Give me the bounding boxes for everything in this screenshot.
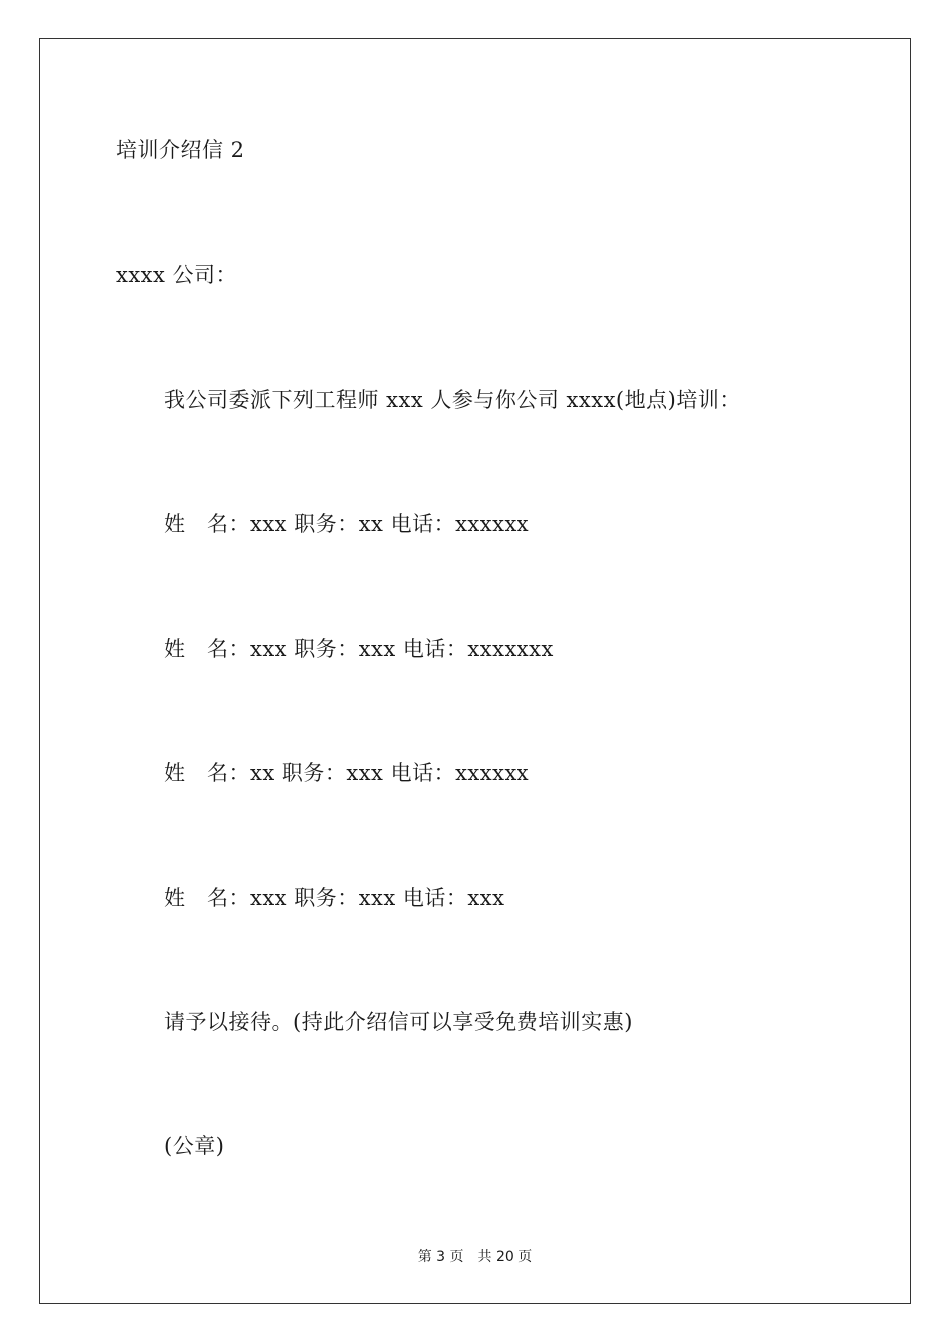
participant-line: 姓 名：xxx 职务：xx 电话：xxxxxx (164, 512, 530, 536)
page-frame (39, 38, 911, 1304)
participant-line: 姓 名：xxx 职务：xxx 电话：xxxxxxx (164, 637, 554, 661)
request-paragraph: 请予以接待。(持此介绍信可以享受免费培训实惠) (164, 1010, 633, 1034)
page-number-footer: 第 3 页 共 20 页 (417, 1249, 533, 1265)
salutation: xxxx 公司： (116, 263, 238, 287)
body-paragraph: 我公司委派下列工程师 xxx 人参与你公司 xxxx(地点)培训： (164, 388, 741, 412)
participant-line: 姓 名：xxx 职务：xxx 电话：xxx (164, 886, 505, 910)
official-seal-note: (公章) (164, 1134, 225, 1158)
letter-title: 培训介绍信 2 (116, 138, 245, 162)
participant-line: 姓 名：xx 职务：xxx 电话：xxxxxx (164, 761, 530, 785)
